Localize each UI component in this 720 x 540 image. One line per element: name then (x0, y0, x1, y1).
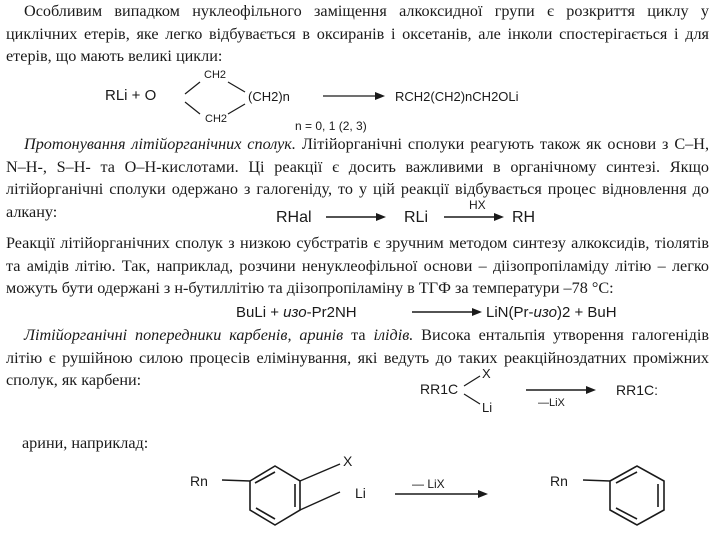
scheme-condition: n = 0, 1 (2, 3) (295, 119, 367, 133)
eq-carbene-reactant: RR1C (420, 381, 459, 397)
scheme-ch2-top: CH2 (204, 69, 227, 81)
benzene-ring-left (250, 466, 300, 525)
ring-opening-scheme (80, 64, 620, 136)
paragraph-text: Висока ентальпія утворення галогенідів літію є рушійною силою процесів елімінування, які ведуть до таких реакційноздатних проміжних сполук, як карбени: (6, 326, 710, 390)
eq-intermediate: RLi (404, 209, 429, 226)
paragraph-text: арини, наприклад: (22, 434, 149, 452)
paragraph-text: Особливим випадком нуклеофільного заміщення алкоксидної групи є розкриття циклу у циклічних етерів, яке легко відбувається в оксиранів і оксетанів, але інколи спостерігається і для етерів, що мають великі цикли: (6, 2, 709, 66)
eq-product: RH (512, 209, 536, 226)
paragraph-lda (6, 232, 709, 300)
eq-carbene-product: RR1C: (616, 382, 659, 398)
aryne-li: Li (355, 485, 366, 501)
scheme-product: RCH2(CH2)nCH2OLi (395, 89, 519, 104)
paragraph-heading: Літійорганічні попередники карбенів, аринів (24, 326, 344, 344)
eq-reagent: HX (469, 198, 486, 212)
aryne-reagent: — LiX (412, 477, 445, 491)
paragraph-ring-opening (6, 0, 709, 68)
eq-carbene-x: X (482, 368, 491, 381)
aryne-rn-left: Rn (190, 473, 208, 489)
aryne-rn-right: Rn (550, 473, 568, 489)
carbene-equation (420, 368, 716, 416)
reduction-equation (276, 196, 546, 230)
paragraph-text: Літійорганічні сполуки реагують також як основи з С–Н, N–Н-, S–Н- та О–Н-кислотами. Ці реакції є досить важливими в органічному синтезі. Якщо літійорганічні сполуки одержано з галогеніду, то у цій реакції відбувається процес відновлення до алкану: (6, 135, 709, 221)
eq-carbene-li: Li (482, 400, 493, 415)
eq-carbene-reagent: —LiX (538, 397, 565, 409)
aryne-scheme (190, 448, 720, 538)
paragraph-heading: Протонування літійорганічних сполук. (24, 135, 296, 153)
scheme-reactant-left: RLi + O (105, 87, 157, 104)
eq-lda-product: LiN(Pr-изо)2 + BuH (486, 304, 617, 321)
eq-lda-start: BuLi + изо-Pr2NH (236, 304, 357, 321)
paragraph-text: Реакції літійорганічних сполук з низкою субстратів є зручним методом синтезу алкоксидів, тіолятів та амідів літію. Так, наприклад, розчини ненуклеофільної основи – діізопропіламіду літію – легко можуть бути одержані з н-бутиллітію та діізопропіламіну в ТГФ за температури –78 °С: (6, 234, 709, 298)
scheme-ch2-bottom: CH2 (205, 113, 228, 125)
lda-equation (236, 298, 716, 324)
aryne-x: X (343, 453, 353, 469)
benzene-ring-right (610, 466, 664, 525)
eq-reactant: RHal (276, 209, 312, 226)
paragraph-carbene: Літійорганічні попередники карбенів, аринів та ілідів. Висока ентальпія утворення галогенідів літію є рушійною силою процесів елімінування, які ведуть до таких реакційноздатних проміжних сполук, як карбени: (6, 326, 710, 390)
scheme-chain: (CH2)n (248, 89, 290, 104)
